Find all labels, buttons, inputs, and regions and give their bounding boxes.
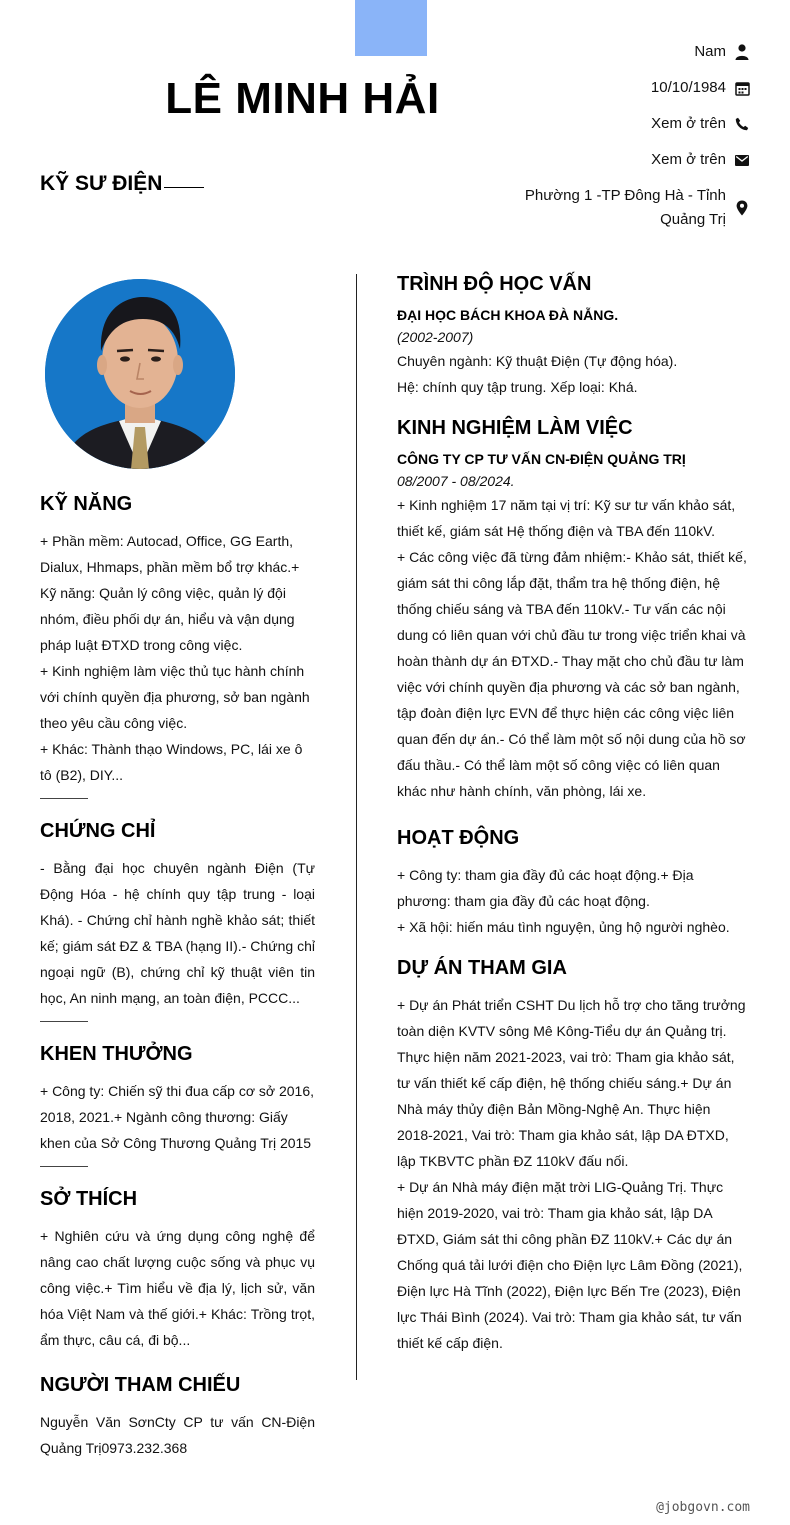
certificates-heading: CHỨNG CHỈ	[40, 820, 156, 842]
references-section	[40, 1371, 315, 1461]
activities-heading: HOẠT ĐỘNG	[397, 827, 520, 849]
contact-birthdate	[490, 76, 750, 100]
skills-item: + Phần mềm: Autocad, Office, GG Earth, Dialux, Hhmaps, phần mềm bổ trợ khác.+ Kỹ năng: Quản lý công việc, quản lý đội nhóm, điều phối dự án, hiểu và vận dụng pháp luật ĐTXD trong công việc.	[40, 533, 300, 653]
user-icon	[734, 44, 750, 60]
activities-section	[397, 824, 750, 940]
contact-info	[490, 40, 750, 244]
section-separator	[40, 1166, 88, 1167]
education-period: (2002-2007)	[397, 329, 474, 345]
activities-item: + Công ty: tham gia đầy đủ các hoạt động.+ Địa phương: tham gia đầy đủ các hoạt động.	[397, 867, 694, 909]
contact-email	[490, 148, 750, 172]
location-icon	[734, 200, 750, 216]
job-title-underline	[164, 187, 204, 188]
awards-heading: KHEN THƯỞNG	[40, 1043, 193, 1065]
experience-heading: KINH NGHIỆM LÀM VIỆC	[397, 417, 633, 439]
projects-section	[397, 954, 750, 1356]
profile-photo	[45, 279, 235, 469]
mail-icon	[734, 152, 750, 168]
education-school: ĐẠI HỌC BÁCH KHOA ĐÀ NẴNG.	[397, 307, 619, 323]
hobbies-text: + Nghiên cứu và ứng dụng công nghệ để nâng cao chất lượng cuộc sống và phục vụ công việc.+ Tìm hiểu về địa lý, lịch sử, văn hóa Việt Nam và thế giới.+ Khác: Trồng trọt, ẩm thực, câu cá, đi bộ...	[40, 1228, 315, 1348]
email-text: Xem ở trên	[651, 151, 726, 168]
projects-heading: DỰ ÁN THAM GIA	[397, 957, 567, 979]
skills-item: + Kinh nghiệm làm việc thủ tục hành chính với chính quyền địa phương, sở ban ngành theo yêu cầu công việc.	[40, 663, 310, 731]
education-line: Hệ: chính quy tập trung. Xếp loại: Khá.	[397, 379, 638, 395]
experience-period: 08/2007 - 08/2024.	[397, 473, 515, 489]
contact-phone	[490, 112, 750, 136]
projects-item: + Dự án Nhà máy điện mặt trời LIG-Quảng Trị. Thực hiện 2019-2020, vai trò: Tham gia khảo sát, lập DA ĐTXD, Giám sát thi công phần ĐZ 110kV.+ Các dự án Chống quá tải lưới điện cho Điện lực Lâm Đồng (2021), Điện lực Hà Tĩnh (2022), Điện lực Bến Tre (2023), Điện lực Thái Bình (2024). Vai trò: Tham gia khảo sát, tư vấn thiết kế cấp điện.	[397, 1179, 743, 1351]
calendar-icon	[734, 80, 750, 96]
experience-section	[397, 414, 750, 804]
references-heading: NGƯỜI THAM CHIẾU	[40, 1374, 241, 1396]
address-text: Phường 1 -TP Đông Hà - Tỉnh Quảng Trị	[524, 187, 726, 228]
header-accent-block	[355, 0, 427, 56]
awards-text: + Công ty: Chiến sỹ thi đua cấp cơ sở 2016, 2018, 2021.+ Ngành công thương: Giấy khen của Sở Công Thương Quảng Trị 2015	[40, 1083, 315, 1151]
experience-item: + Các công việc đã từng đảm nhiệm:- Khảo sát, thiết kế, giám sát thi công lắp đặt, thẩm tra hệ thống điện, hệ thống chiếu sáng và TBA đến 110kV.- Tư vấn các nội dung có liên quan với chủ đầu tư trong việc triển khai và hoàn thành dự án ĐTXD.- Thay mặt cho chủ đầu tư làm việc với chính quyền địa phương và các sở ban ngành, tập đoàn điện lực EVN để thực hiện các công việc liên quan đến dự án.- Có thể làm một số nội dung của hồ sơ đấu thầu.- Có thể làm một số công việc có liên quan khác như hành chính, văn phòng, lái xe.	[397, 549, 747, 799]
skills-heading: KỸ NĂNG	[40, 493, 133, 515]
education-section	[397, 270, 750, 400]
contact-address	[490, 184, 750, 232]
education-line: Chuyên ngành: Kỹ thuật Điện (Tự động hóa).	[397, 353, 678, 369]
contact-gender	[490, 40, 750, 64]
birthdate-text: 10/10/1984	[650, 79, 726, 96]
experience-company: CÔNG TY CP TƯ VẤN CN-ĐIỆN QUẢNG TRỊ	[397, 451, 686, 467]
watermark: @jobgovn.com	[656, 1500, 750, 1515]
left-column	[40, 490, 315, 1471]
avatar	[45, 279, 235, 469]
candidate-name: LÊ MINH HẢI	[165, 74, 440, 123]
certificates-text: - Bằng đại học chuyên ngành Điện (Tự Động Hóa - hệ chính quy tập trung - loại Khá). - Chứng chỉ hành nghề khảo sát; thiết kế; giám sát ĐZ & TBA (hạng II).- Chứng chỉ ngoại ngữ (B), chứng chỉ kỹ thuật viên tin học, An ninh mạng, an toàn điện, PCCC...	[40, 860, 315, 1006]
phone-text: Xem ở trên	[651, 115, 726, 132]
skills-section	[40, 490, 315, 788]
section-separator	[40, 798, 88, 799]
right-column	[397, 270, 750, 1370]
education-heading: TRÌNH ĐỘ HỌC VẤN	[397, 273, 592, 295]
activities-item: + Xã hội: hiến máu tình nguyện, ủng hộ người nghèo.	[397, 919, 730, 935]
experience-item: + Kinh nghiệm 17 năm tại vị trí: Kỹ sư tư vấn khảo sát, thiết kế, giám sát Hệ thống điện và TBA đến 110kV.	[397, 497, 736, 539]
gender-text: Nam	[694, 43, 726, 60]
job-title-text: KỸ SƯ ĐIỆN	[40, 172, 163, 195]
job-title	[40, 172, 204, 196]
hobbies-heading: SỞ THÍCH	[40, 1188, 138, 1210]
hobbies-section	[40, 1185, 315, 1353]
phone-icon	[734, 116, 750, 132]
skills-item: + Khác: Thành thạo Windows, PC, lái xe ô tô (B2), DIY...	[40, 741, 303, 783]
projects-item: + Dự án Phát triển CSHT Du lịch hỗ trợ cho tăng trưởng toàn diện KVTV sông Mê Kông-Tiểu dự án Quảng trị. Thực hiện năm 2021-2023, vai trò: Tham gia khảo sát, tư vấn thiết kế cấp điện, hệ thống chiếu sáng.+ Dự án Nhà máy thủy điện Bản Mồng-Nghệ An. Thực hiện 2018-2021, Vai trò: Tham gia khảo sát, lập DA ĐTXD, lập TKBVTC phần ĐZ 110kV đấu nối.	[397, 997, 746, 1169]
references-text: Nguyễn Văn SơnCty CP tư vấn CN-Điện Quảng Trị0973.232.368	[40, 1414, 315, 1456]
column-divider	[356, 274, 357, 1380]
certificates-section	[40, 817, 315, 1011]
section-separator	[40, 1021, 88, 1022]
awards-section	[40, 1040, 315, 1156]
